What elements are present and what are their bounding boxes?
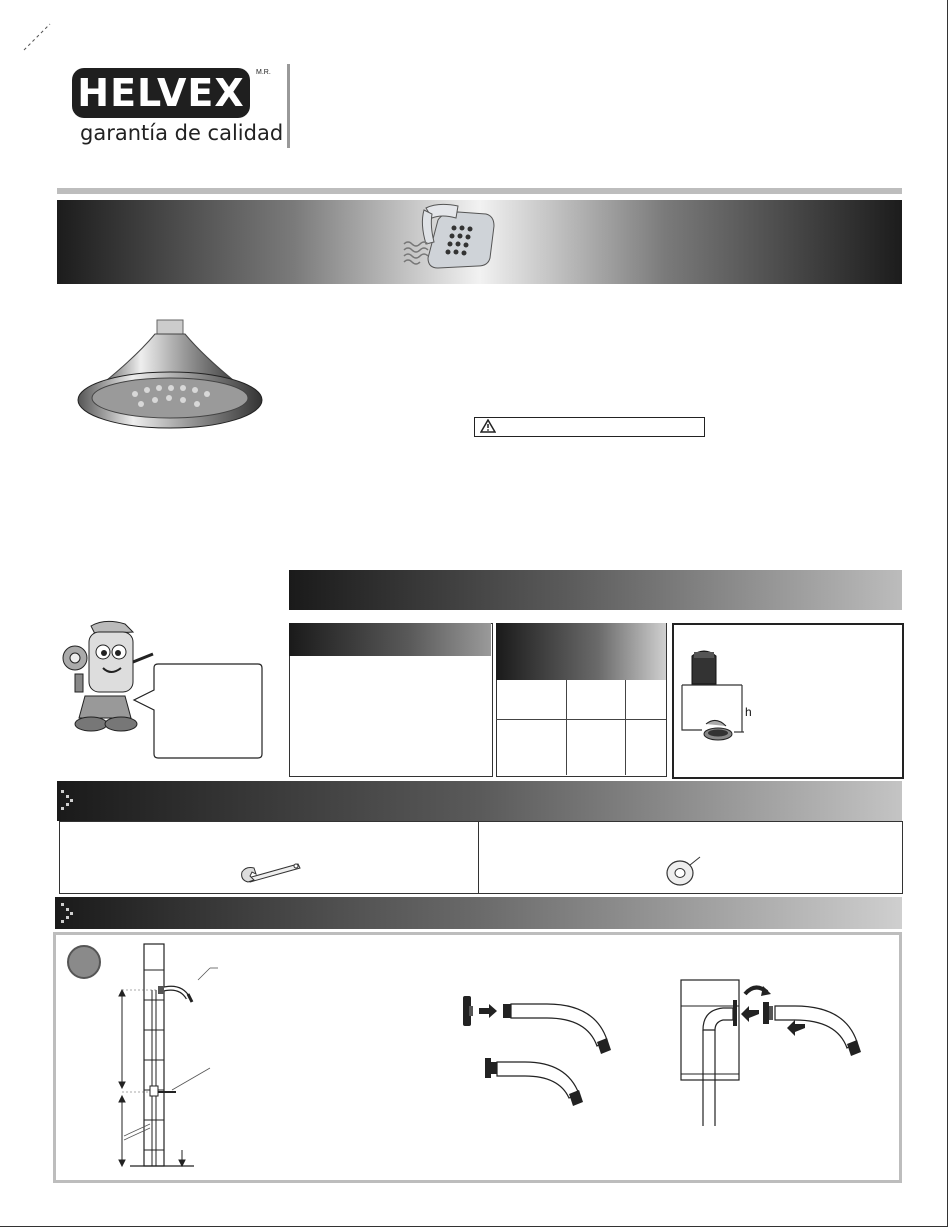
- warning-triangle-icon: [480, 419, 496, 433]
- top-rule: [57, 188, 902, 194]
- dotted-arrow-icon: [60, 789, 74, 811]
- tools-divider: [478, 821, 479, 893]
- brand-tagline: garantía de calidad: [80, 121, 284, 145]
- specifications-band: [289, 570, 902, 610]
- registered-mark: M.R.: [256, 69, 271, 76]
- wall-pipe-diagram: [110, 940, 220, 1172]
- brand-name: HELVEX: [77, 71, 245, 115]
- logo-separator: [287, 64, 290, 148]
- step-number-badge: [67, 945, 101, 979]
- teflon-tape-icon: [662, 855, 702, 887]
- shower-arm-install-diagram: [675, 970, 875, 1130]
- table-divider: [566, 680, 567, 775]
- showerhead-image: [75, 318, 265, 430]
- telephone-icon: [398, 200, 498, 276]
- adjustable-wrench-icon: [238, 858, 308, 884]
- installation-band: [55, 897, 902, 929]
- water-pressure-header: [289, 623, 491, 656]
- warning-box: [474, 417, 705, 437]
- speech-bubble: [132, 660, 264, 760]
- tools-box: [59, 821, 903, 894]
- dotted-arrow-icon: [60, 902, 74, 924]
- crop-mark-icon: [22, 22, 52, 52]
- table-divider: [625, 680, 626, 775]
- flow-table-header: [496, 623, 666, 680]
- table-divider: [496, 719, 666, 720]
- shower-arm-diagram: [455, 990, 625, 1115]
- height-label: h: [745, 705, 752, 719]
- tools-band: [57, 781, 902, 821]
- height-diagram: [672, 640, 782, 775]
